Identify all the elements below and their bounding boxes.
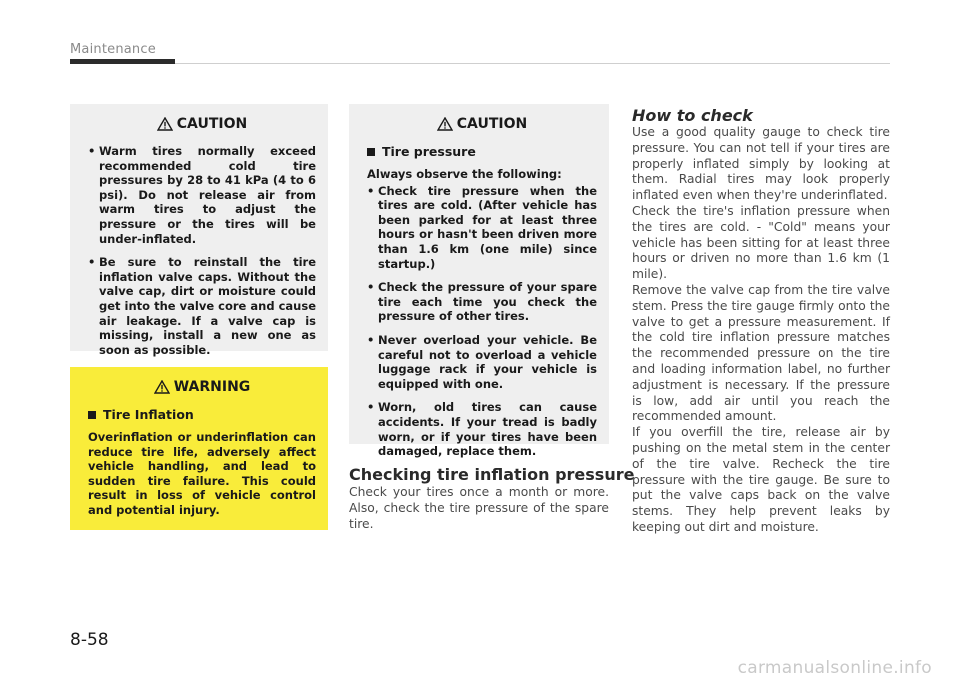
list-item: • Check the pressure of your spare tire each time you check the pressure of other tires. [367, 280, 597, 324]
square-bullet-icon [367, 148, 375, 156]
warning-triangle-icon [157, 117, 173, 131]
list-item: • Never overload your vehicle. Be careful not to overload a vehicle luggage rack if your vehicle is equipped with one. [367, 333, 597, 391]
warning-subhead [88, 407, 316, 422]
square-bullet-icon [88, 411, 96, 419]
caution-title [367, 116, 597, 132]
warning-text: Overinflation or underinflation can reduce tire life, adversely affect vehicle handling, and lead to sudden tire failure. This could result in loss of vehicle control and potential injury. [88, 430, 316, 517]
warning-subhead-text: Tire Inflation [103, 407, 194, 422]
list-item: • Check tire pressure when the tires are cold. (After vehicle has been parked for at least three hours or hasn't been driven more than 1.6 km (one mile) since startup.) [367, 184, 597, 272]
header-bar [70, 59, 175, 64]
how-to-check-paragraph: Use a good quality gauge to check tire pressure. You can not tell if your tires are properly inflated simply by looking at them. Radial tires may look properly inflated even when they're underinflated. [632, 125, 890, 203]
warning-triangle-icon [437, 117, 453, 131]
header-rule [175, 63, 890, 64]
warning-triangle-icon [154, 380, 170, 394]
how-to-check-paragraph: If you overfill the tire, release air by pushing on the metal stem in the center of the tire valve. Recheck the tire pressure with the tire gauge. Be sure to put the valve caps back on the valve stems. They help prevent leaks by keeping out dirt and moisture. [632, 425, 890, 534]
caution-box-tire-pressure [349, 104, 609, 459]
caution-title-text: CAUTION [176, 116, 248, 132]
section-heading-checking: Checking tire inflation pressure [349, 465, 635, 484]
watermark: carmanualsonline.info [737, 658, 932, 678]
section-label: Maintenance [70, 42, 156, 57]
page-number: 8-58 [70, 630, 109, 650]
caution-subhead [367, 144, 597, 159]
caution-title [88, 116, 316, 132]
checking-text: Check your tires once a month or more. Also, check the tire pressure of the spare tire. [349, 485, 609, 531]
list-item: • Worn, old tires can cause accidents. If your tread is badly worn, or if your tires have been damaged, replace them. [367, 400, 597, 458]
how-to-check-body [632, 125, 890, 536]
caution-intro: Always observe the following: [367, 167, 562, 181]
caution-box-tires [70, 104, 328, 357]
section-heading-how-to-check: How to check [632, 106, 753, 125]
how-to-check-paragraph: Remove the valve cap from the tire valve stem. Press the tire gauge firmly onto the valve to get a pressure measurement. If the cold tire inflation pressure matches the recommended pressure on the tire and loading information label, no further adjustment is necessary. If the pressure is low, add air until you reach the recommended amount. [632, 282, 890, 424]
how-to-check-paragraph: Check the tire's inflation pressure when the tires are cold. - "Cold" means your vehicle has been sitting for at least three hours or driven no more than 1.6 km (1 mile). [632, 203, 890, 282]
warning-box-tire-inflation [70, 367, 328, 530]
caution-list [88, 144, 316, 357]
warning-title-text: WARNING [173, 379, 251, 395]
list-item: • Warm tires normally exceed recommended cold tire pressures by 28 to 41 kPa (4 to 6 psi). Do not release air from warm tires to adjust the pressure or the tires will be under-inflated. [88, 144, 316, 246]
warning-title [88, 379, 316, 395]
caution-list [367, 184, 597, 459]
caution-subhead-text: Tire pressure [382, 144, 476, 159]
list-item: • Be sure to reinstall the tire inflation valve caps. Without the valve cap, dirt or moisture could get into the valve core and cause air leakage. If a valve cap is missing, install a new one as soon as possible. [88, 255, 316, 357]
caution-title-text: CAUTION [456, 116, 528, 132]
